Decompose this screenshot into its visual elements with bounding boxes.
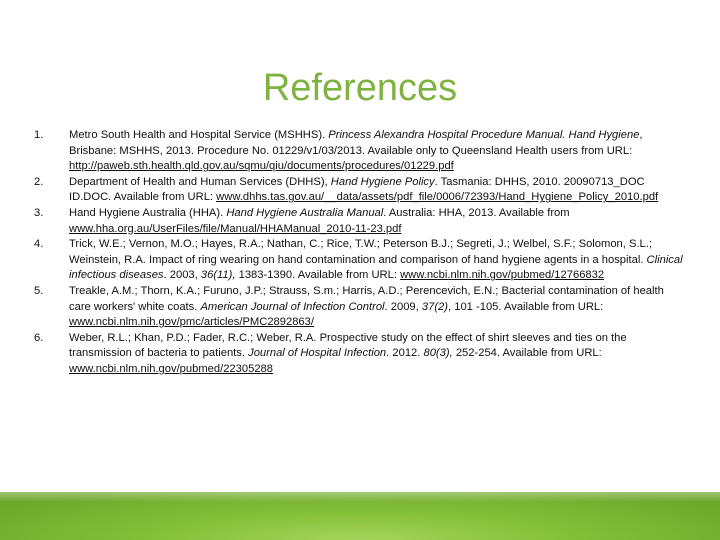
footer-bar	[0, 492, 720, 540]
reference-link[interactable]: http://paweb.sth.health.qld.gov.au/sqmu/qiu/documents/procedures/01229.pdf	[69, 160, 454, 173]
reference-text: Department of Health and Human Services (DHHS),	[69, 175, 331, 188]
reference-source-title: American Journal of Infection Control	[200, 300, 385, 313]
reference-text: . 2012.	[386, 347, 424, 360]
reference-text: Hand Hygiene Australia (HHA).	[69, 206, 227, 219]
reference-volume: 80(3),	[423, 347, 453, 360]
reference-item	[34, 206, 684, 237]
reference-source-title: Clinical infectious diseases	[69, 253, 683, 282]
reference-link[interactable]: www.ncbi.nlm.nih.gov/pmc/articles/PMC2892863/	[69, 316, 314, 329]
reference-item	[34, 175, 684, 206]
reference-text: , 101 -105. Available from URL:	[448, 300, 604, 313]
reference-link[interactable]: www.hha.org.au/UserFiles/file/Manual/HHAManual_2010-11-23.pdf	[69, 222, 402, 235]
reference-link[interactable]: www.dhhs.tas.gov.au/__data/assets/pdf_file/0006/72393/Hand_Hygiene_Policy_2010.pdf	[216, 191, 659, 204]
reference-text: . 2003,	[163, 269, 201, 282]
reference-link[interactable]: www.ncbi.nlm.nih.gov/pubmed/22305288	[69, 362, 273, 375]
reference-number: 6.	[34, 331, 44, 344]
reference-number: 3.	[34, 206, 44, 219]
reference-item	[34, 331, 684, 378]
reference-text: 1383-1390. Available from URL:	[235, 269, 401, 282]
reference-text: Metro South Health and Hospital Service (MSHHS).	[69, 129, 329, 141]
reference-item	[34, 284, 684, 331]
reference-volume: 37(2)	[421, 300, 448, 313]
reference-text: Treakle, A.M.; Thorn, K.A.; Furuno, J.P.; Strauss, S.m.; Harris, A.D.; Perencevich, E.N.; Bacterial contamination of health care workers' white coats.	[69, 284, 664, 313]
reference-text: . Tasmania: DHHS, 2010. 20090713_DOC ID.DOC. Available from URL:	[69, 175, 645, 204]
reference-number: 1.	[34, 129, 44, 141]
reference-link[interactable]: www.ncbi.nlm.nih.gov/pubmed/12766832	[400, 269, 605, 282]
reference-text: . 2009,	[384, 300, 422, 313]
reference-text: . Australia: HHA, 2013. Available from	[383, 206, 570, 219]
reference-text: Trick, W.E.; Vernon, M.O.; Hayes, R.A.; Nathan, C.; Rice, T.W.; Peterson B.J.; Segreti, J.; Welbel, S.F.; Solomon, S.L.; Weinstein, R.A. Impact of ring wearing on hand contamination and comparison of hand hygiene agents in a hospital.	[69, 238, 652, 266]
reference-item	[34, 237, 684, 284]
reference-number: 5.	[34, 284, 44, 297]
reference-number: 4.	[34, 238, 44, 251]
reference-list	[34, 128, 684, 378]
reference-text: , Brisbane: MSHHS, 2013. Procedure No. 01229/v1/03/2013. Available only to Queensland Health users from URL:	[69, 129, 643, 157]
reference-source-title: Hand Hygiene Australia Manual	[226, 206, 384, 219]
reference-source-title: Hand Hygiene Policy	[330, 175, 435, 188]
reference-text: 252-254. Available from URL:	[452, 347, 602, 360]
reference-item	[34, 128, 684, 175]
reference-text: Weber, R.L.; Khan, P.D.; Fader, R.C.; Weber, R.A. Prospective study on the effect of shirt sleeves and ties on the transmission of bacteria to patients.	[69, 331, 627, 360]
reference-source-title: Princess Alexandra Hospital Procedure Manual. Hand Hygiene	[328, 129, 640, 141]
slide-title: References	[262, 67, 458, 110]
reference-source-title: Journal of Hospital Infection	[248, 347, 387, 360]
reference-number: 2.	[34, 175, 44, 188]
reference-volume: 36(11),	[200, 269, 236, 282]
